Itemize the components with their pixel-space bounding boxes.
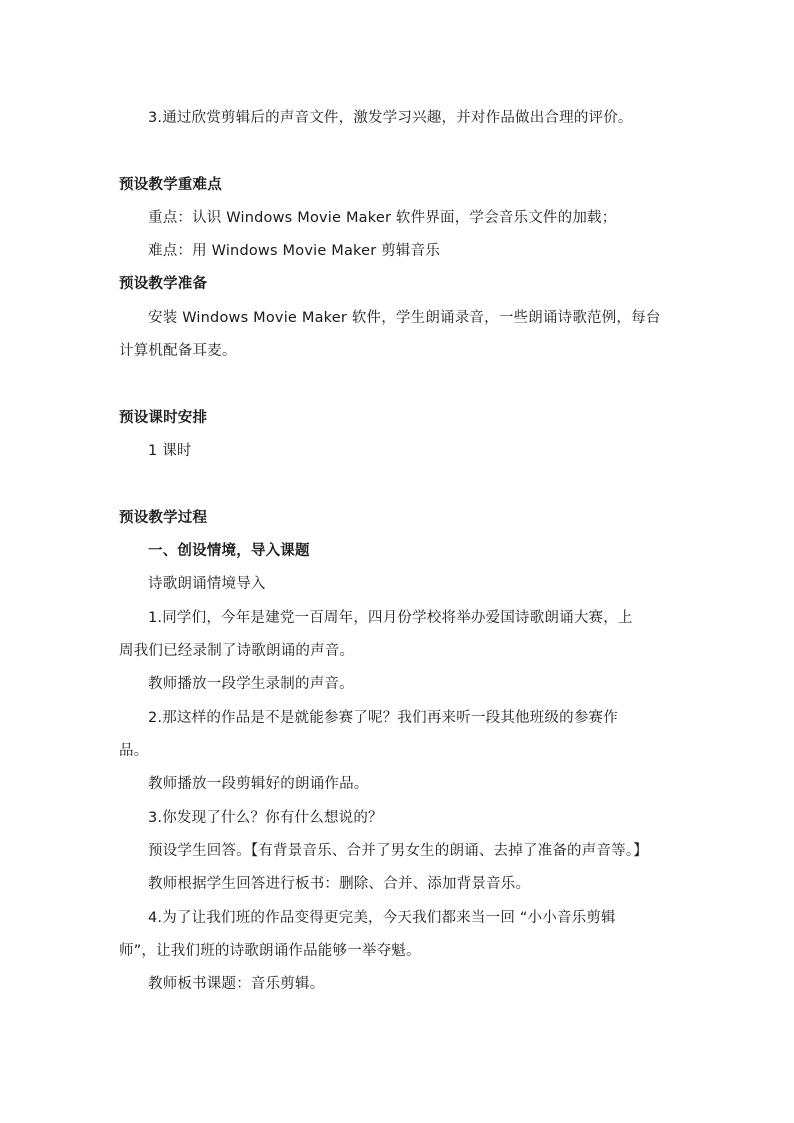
process-heading: 预设教学过程 bbox=[119, 510, 208, 526]
process-line: 周我们已经录制了诗歌朗诵的声音。 bbox=[119, 643, 355, 659]
process-line: 4.为了让我们班的作品变得更完美，今天我们都来当一回 “小小音乐剪辑 bbox=[148, 910, 616, 926]
key-points-heading: 预设教学重难点 bbox=[119, 177, 222, 193]
schedule-heading: 预设课时安排 bbox=[119, 410, 208, 426]
process-line: 2.那这样的作品是不是就能参赛了呢？我们再来听一段其他班级的参赛作 bbox=[148, 710, 618, 726]
preparation-line-2: 计算机配备耳麦。 bbox=[119, 343, 237, 359]
process-line: 3.你发现了什么？你有什么想说的？ bbox=[148, 810, 383, 826]
process-line: 品。 bbox=[119, 743, 149, 759]
process-line: 诗歌朗诵情境导入 bbox=[148, 576, 266, 592]
key-point-focus: 重点：认识 Windows Movie Maker 软件界面，学会音乐文件的加载； bbox=[148, 210, 617, 226]
process-line: 师”，让我们班的诗歌朗诵作品能够一举夺魁。 bbox=[119, 943, 421, 959]
process-line: 教师播放一段剪辑好的朗诵作品。 bbox=[148, 776, 369, 792]
process-line: 教师板书课题：音乐剪辑。 bbox=[148, 976, 325, 992]
preparation-heading: 预设教学准备 bbox=[119, 276, 208, 292]
process-line: 预设学生回答。【有背景音乐、合并了男女生的朗诵、去掉了准备的声音等。】 bbox=[148, 843, 648, 859]
schedule-value: 1 课时 bbox=[148, 443, 192, 459]
process-line: 1.同学们，今年是建党一百周年，四月份学校将举办爱国诗歌朗诵大赛，上 bbox=[148, 610, 633, 626]
process-line: 教师根据学生回答进行板书：删除、合并、添加背景音乐。 bbox=[148, 876, 531, 892]
process-section-1-title: 一、创设情境，导入课题 bbox=[148, 543, 310, 559]
objective-3: 3.通过欣赏剪辑后的声音文件，激发学习兴趣，并对作品做出合理的评价。 bbox=[148, 110, 633, 126]
preparation-line-1: 安装 Windows Movie Maker 软件，学生朗诵录音，一些朗诵诗歌范例，每台 bbox=[148, 310, 661, 326]
process-line: 教师播放一段学生录制的声音。 bbox=[148, 676, 354, 692]
key-point-difficulty: 难点：用 Windows Movie Maker 剪辑音乐 bbox=[148, 243, 441, 259]
